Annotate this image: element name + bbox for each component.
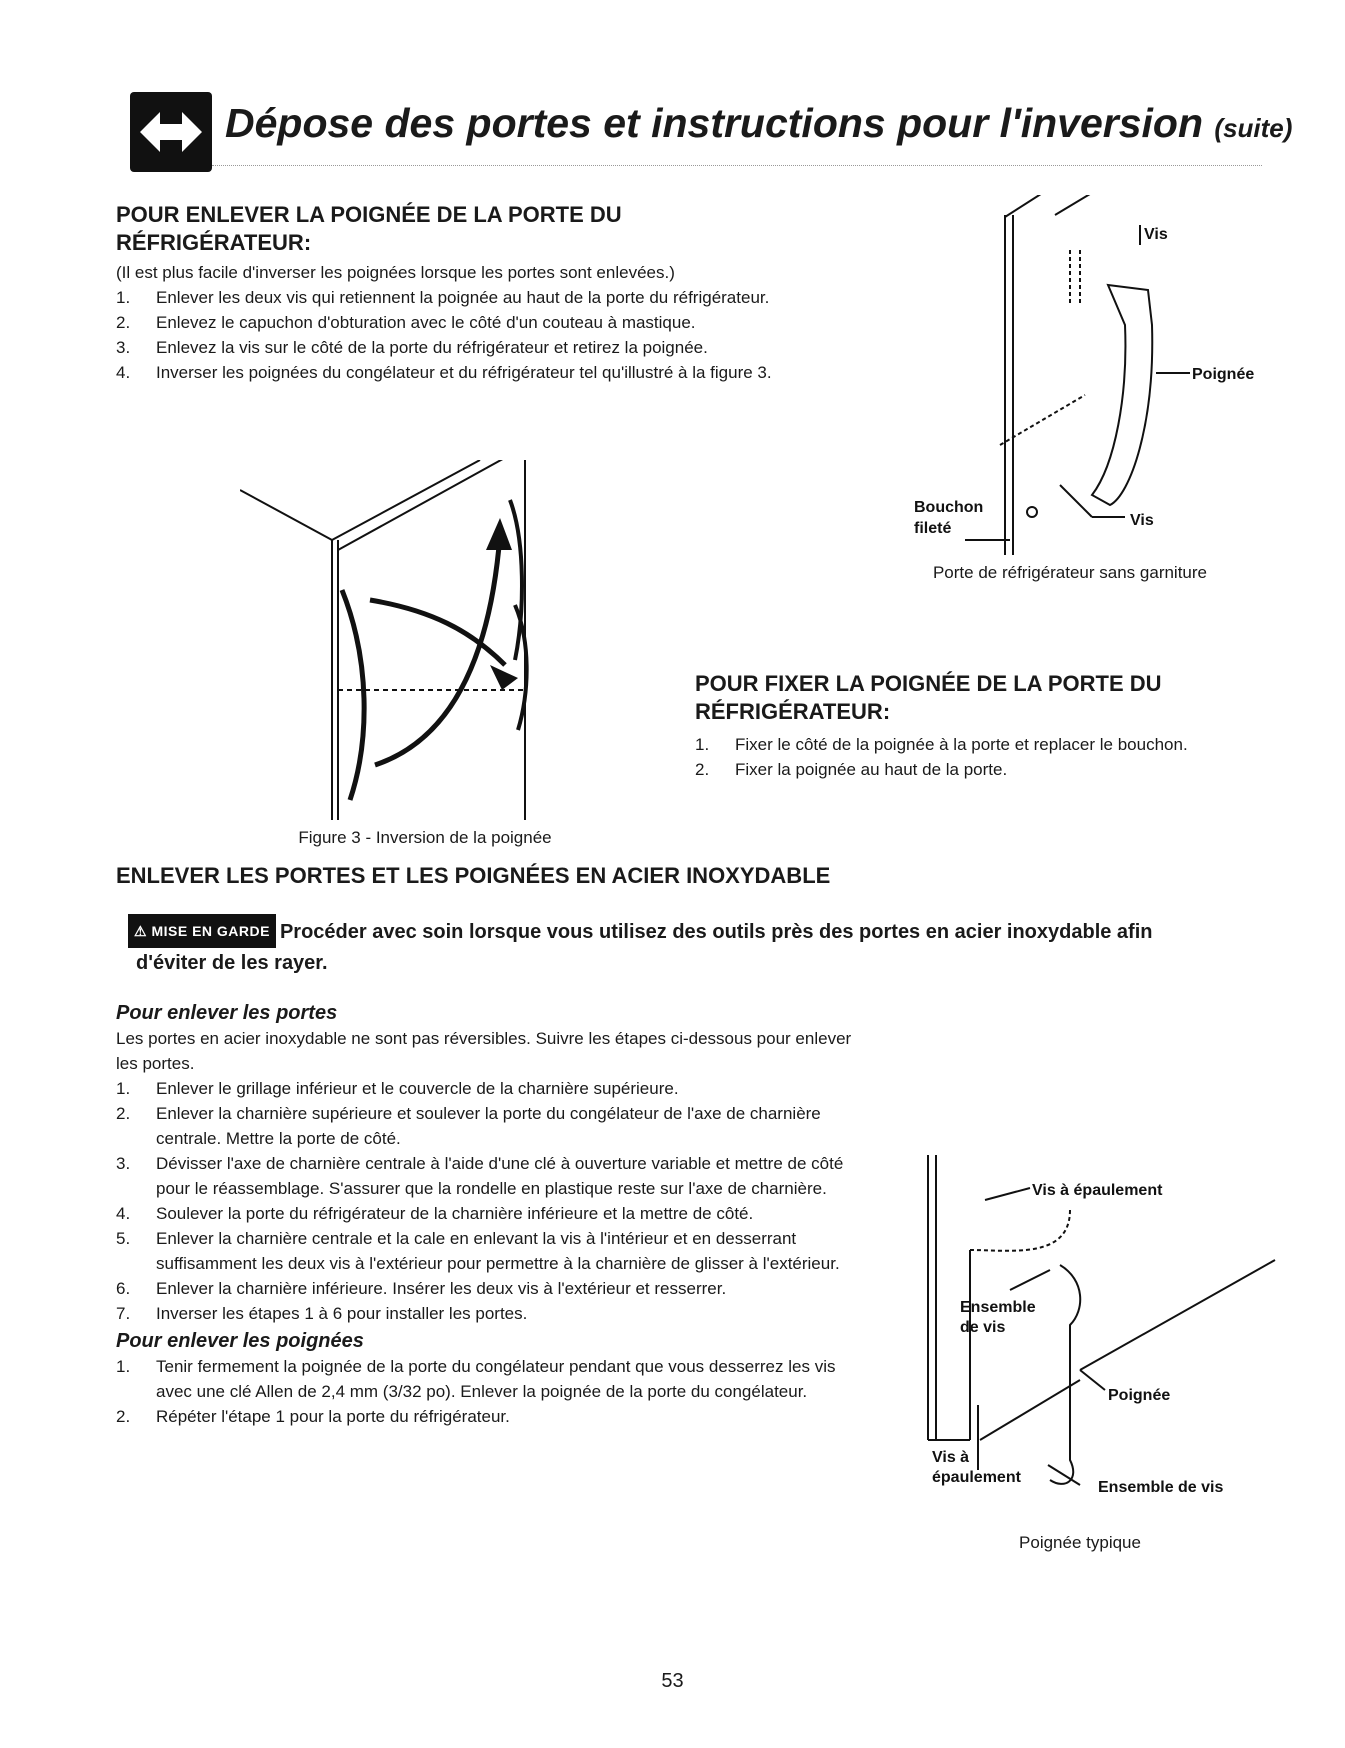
list-item: 1. Fixer le côté de la poignée à la porte et replacer le bouchon.	[695, 735, 1188, 754]
list-item: 2. Fixer la poignée au haut de la porte.	[695, 760, 1008, 779]
list-item: 4. Inverser les poignées du congélateur et du réfrigérateur tel qu'illustré à la figure 3.	[116, 363, 772, 382]
steps-list	[695, 732, 1295, 782]
list-item: 7. Inverser les étapes 1 à 6 pour installer les portes.	[116, 1304, 528, 1323]
label-bouchon: Bouchon	[914, 499, 984, 516]
section-heading: ENLEVER LES PORTES ET LES POIGNÉES EN ACIER INOXYDABLE	[116, 863, 831, 888]
list-item: 6. Enlever la charnière inférieure. Insérer les deux vis à l'extérieur et resserrer.	[116, 1279, 727, 1298]
warning-notice: ⚠ MISE EN GARDE Procéder avec soin lorsque vous utilisez des outils près des portes en acier inoxydable afin d'éviter de les rayer.	[128, 914, 1268, 978]
label-vis-a: Vis à	[932, 1449, 970, 1466]
label-ensemble: Ensemble	[960, 1299, 1036, 1316]
label-vis-top: Vis	[1144, 226, 1168, 243]
page-number: 53	[661, 1670, 684, 1692]
label-de-vis: de vis	[960, 1319, 1006, 1336]
figure-caption: Poignée typique	[1019, 1533, 1141, 1552]
header-divider	[212, 165, 1262, 166]
list-item: 2. Enlevez le capuchon d'obturation avec le côté d'un couteau à mastique.	[116, 313, 696, 332]
handle-inversion-figure	[240, 460, 610, 820]
section-heading: RÉFRIGÉRATEUR:	[116, 230, 312, 255]
fridge-door-handle-figure	[880, 195, 1260, 555]
list-item: 3. Dévisser l'axe de charnière centrale à l'aide d'une clé à ouverture variable et mettre de côté pour le réassemblage. S'assurer que la rondelle en plastique reste sur l'axe de charnière.	[116, 1154, 844, 1198]
list-item: 2. Enlever la charnière supérieure et soulever la porte du congélateur de l'axe de charnière centrale. Mettre la porte de côté.	[116, 1104, 821, 1148]
list-item: 5. Enlever la charnière centrale et la cale en enlevant la vis à l'intérieur et en desserrant suffisamment les deux vis à l'extérieur pour permettre à la charnière de glisser à l'extérieur.	[116, 1229, 840, 1273]
label-filete: fileté	[914, 520, 952, 537]
section-remove-fridge-handle	[116, 201, 876, 385]
intro-text: (Il est plus facile d'inverser les poignées lorsque les portes sont enlevées.)	[116, 263, 675, 282]
figure-caption: Figure 3 - Inversion de la poignée	[298, 828, 552, 847]
label-vis-epaulement: Vis à épaulement	[1032, 1182, 1163, 1199]
double-arrow-icon	[130, 92, 212, 172]
warning-badge: ⚠ MISE EN GARDE	[128, 914, 276, 948]
list-item: 1. Tenir fermement la poignée de la porte du congélateur pendant que vous desserrez les vis avec une clé Allen de 2,4 mm (3/32 po). Enlever la poignée de la porte du congélateur.	[116, 1357, 836, 1401]
section-remove-doors	[116, 1000, 856, 1429]
intro-text: Les portes en acier inoxydable ne sont pas réversibles. Suivre les étapes ci-dessous pour enlever les portes.	[116, 1029, 852, 1073]
list-item: 1. Enlever le grillage inférieur et le couvercle de la charnière supérieure.	[116, 1079, 679, 1098]
page-title: Dépose des portes et instructions pour l'inversion (suite)	[225, 100, 1293, 146]
list-item: 1. Enlever les deux vis qui retiennent la poignée au haut de la porte du réfrigérateur.	[116, 288, 770, 307]
label-ensemble-de-vis: Ensemble de vis	[1098, 1479, 1224, 1496]
section-heading: POUR FIXER LA POIGNÉE DE LA PORTE DU	[695, 671, 1162, 696]
subsection-heading: Pour enlever les portes	[116, 1002, 338, 1024]
list-item: 3. Enlevez la vis sur le côté de la porte du réfrigérateur et retirez la poignée.	[116, 338, 708, 357]
section-heading: RÉFRIGÉRATEUR:	[695, 699, 891, 724]
typical-handle-figure	[880, 1150, 1280, 1520]
section-heading: POUR ENLEVER LA POIGNÉE DE LA PORTE DU	[116, 202, 622, 227]
steps-list	[116, 285, 856, 385]
label-poignee: Poignée	[1192, 366, 1255, 383]
steps-list	[116, 1354, 856, 1429]
steps-list	[116, 1076, 856, 1326]
list-item: 2. Répéter l'étape 1 pour la porte du réfrigérateur.	[116, 1407, 510, 1426]
section-attach-fridge-handle	[695, 670, 1295, 782]
label-poignee: Poignée	[1108, 1387, 1171, 1404]
subsection-heading: Pour enlever les poignées	[116, 1330, 364, 1352]
figure-caption: Porte de réfrigérateur sans garniture	[932, 563, 1208, 582]
list-item: 4. Soulever la porte du réfrigérateur de la charnière inférieure et la mettre de côté.	[116, 1204, 754, 1223]
label-vis-bottom: Vis	[1130, 512, 1154, 529]
label-epaulement: épaulement	[932, 1469, 1021, 1486]
